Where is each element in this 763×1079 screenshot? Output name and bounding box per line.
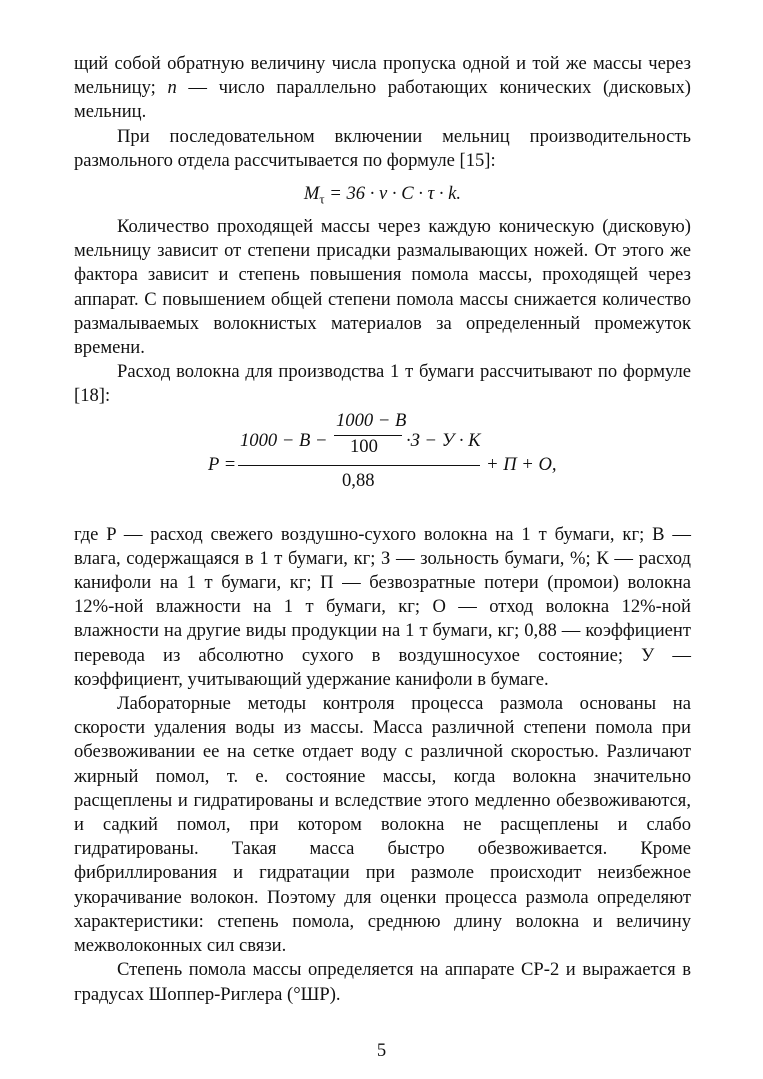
formula2-inner-numerator: 1000 − B <box>336 409 407 431</box>
formula2-denominator: 0,88 <box>342 469 375 491</box>
paragraph-lab-methods: Лабораторные методы контроля процесса размола основаны на скорости удаления воды из массы. Масса различной степени помола при обезвоживании ее на сетке отдает воду с различной скоростью. Различают жирный помол, т. е. состояние массы, когда волокна значительно расщеплены и гидратированы и вследствие этого медленно обезвоживаются, и садкий помол, при котором волокна не расщеплены и слабо гидратированы. Такая масса быстро обезвоживается. Кроме фибриллирования и гидратации при размоле происходит неизбежное укорачивание волокон. Поэтому для оценки процесса размола определяют характеристики: степень помола, среднюю длину волокна и величину межволоконных сил связи. <box>74 693 691 957</box>
paragraph-legend: где P — расход свежего воздушно-сухого волокна на 1 т бумаги, кг; В — влага, содержащаяся в 1 т бумаги, кг; З — зольность бумаги, %; К — расход канифоли на 1 т бумаги, кг; П — безвозратные потери (промои) волокна 12%-ной влажности на 1 т бумаги, кг; О — отход волокна 12%-ной влажности на другие виды продукции на 1 т бумаги, кг; 0,88 — коэффициент перевода из абсолютно сухого в воздушносухое состояние; У — коэффициент, учитывающий удержание канифоли в бумаге. <box>74 523 691 690</box>
formula2-numerator-part-b: ·З − У · К <box>406 429 481 451</box>
formula-rhs: = 36 · v · C · τ · k. <box>324 183 462 205</box>
formula-lhs-subscript: τ <box>319 191 325 207</box>
page-number: 5 <box>376 1040 387 1061</box>
formula2-main-fraction-line <box>238 465 480 466</box>
paragraph-sequential: При последовательном включении мельниц производительность размольного отдела рассчитывается по формуле [15]: <box>74 125 691 171</box>
formula-lhs: M <box>303 183 320 205</box>
formula2-lhs: P = <box>208 453 237 475</box>
formula2-tail: + П + О, <box>486 453 557 475</box>
formula2-numerator-part-a: 1000 − B − <box>240 429 328 451</box>
formula2-inner-denominator: 100 <box>350 435 378 457</box>
paragraph-schopper-riegler: Степень помола массы определяется на аппарате СР-2 и выражается в градусах Шоппер-Риглера (°ШР). <box>74 959 691 1005</box>
text-run: щий собой обратную величину числа пропуска одной и той же массы через мельницу; <box>74 53 691 99</box>
document-page <box>74 52 691 1007</box>
formula-productivity <box>74 175 691 213</box>
paragraph-continuation <box>74 52 691 125</box>
formula-fiber-consumption <box>74 409 691 515</box>
variable-n: n <box>167 77 177 99</box>
text-run: — число параллельно работающих конических (дисковых) мельниц. <box>74 77 691 123</box>
paragraph-knives: Количество проходящей массы через каждую коническую (дисковую) мельницу зависит от степени присадки размалывающих ножей. От этого же фактора зависит и степень повышения помола массы, проходящей через аппарат. С повышением общей степени помола массы снижается количество размалываемых волокнистых материалов за определенный промежуток времени. <box>74 216 691 359</box>
paragraph-fiber-consumption: Расход волокна для производства 1 т бумаги рассчитывают по формуле [18]: <box>74 361 691 407</box>
